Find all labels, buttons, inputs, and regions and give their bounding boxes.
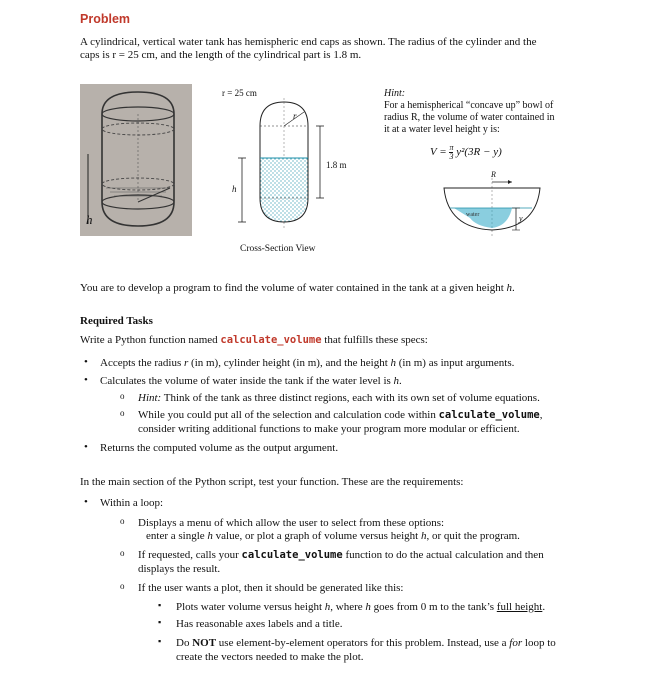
mt1-d: . (542, 601, 546, 613)
hint-title: Hint: (384, 88, 406, 99)
ms1-a: enter a single (146, 530, 208, 542)
bullet-dot: • (84, 374, 88, 386)
required-bullet-1 (100, 357, 514, 370)
cs-length-label: 1.8 m (326, 160, 347, 170)
hint-line-1: For a hemispherical “concave up” bowl of (384, 100, 554, 111)
hint-formula (430, 144, 502, 161)
hint-box (384, 88, 584, 136)
formula-v: V = (430, 146, 450, 159)
mt3-for: for (509, 637, 523, 649)
rb1-h: h (390, 357, 397, 369)
main-tert-3-line-1 (176, 637, 556, 650)
ms1-h: h (207, 530, 213, 542)
rs1-text: Think of the tank as three distinct regions, each with its own set of volume equations. (161, 392, 540, 404)
rb1-b: (in m), cylinder height (in m), and the height (188, 357, 391, 369)
mt1-a: Plots water volume versus height (176, 601, 325, 613)
required-heading: Required Tasks (80, 315, 153, 327)
mt1-b: , where (330, 601, 366, 613)
task-intro-var: h (506, 282, 513, 294)
tank-photo (80, 84, 192, 236)
main-bullet-1: Within a loop: (100, 497, 164, 509)
main-intro: In the main section of the Python script, test your function. These are the requirements: (80, 476, 464, 488)
required-sub-2-line-2: consider writing additional functions to make your program more modular or efficient. (138, 423, 520, 435)
photo-h-label: h (86, 212, 93, 227)
rb2-a: Calculates the volume of water inside the tank if the water level is (100, 375, 394, 387)
mt3-b: use element-by-element operators for this problem. Instead, use a (216, 637, 510, 649)
cross-section-diagram (222, 98, 342, 248)
bowl-water-label: water (466, 212, 480, 218)
ms1-h2: h (420, 530, 427, 542)
mt1-h: h (324, 601, 331, 613)
bowl-diagram (430, 168, 550, 248)
main-tert-3-line-2: create the vectors needed to make the plot. (176, 651, 364, 663)
bullet-square: ▪ (158, 636, 162, 646)
bullet-circle: o (120, 581, 125, 591)
rb2-h: h (393, 375, 400, 387)
hint-line-2: radius R, the volume of water contained in (384, 112, 555, 123)
bullet-circle: o (120, 391, 125, 401)
rb2-b: . (399, 375, 402, 387)
mt1-underline: full height (496, 601, 543, 613)
bullet-dot: • (84, 496, 88, 508)
formula-fraction (449, 144, 453, 161)
rb1-c: (in m) as input arguments. (396, 357, 515, 369)
mt1-c: goes from 0 m to the tank’s (370, 601, 497, 613)
required-func-name: calculate_volume (220, 334, 322, 346)
rb1-r: r (184, 357, 189, 369)
figure-caption: Cross-Section View (240, 244, 316, 254)
mt3-c: loop to (522, 637, 556, 649)
rb1-a: Accepts the radius (100, 357, 184, 369)
ms2-a: If requested, calls your (138, 549, 242, 561)
rs1-hint: Hint: (138, 392, 162, 404)
intro-line-2: caps is r = 25 cm, and the length of the cylindrical part is 1.8 m. (80, 49, 362, 61)
bullet-square: ▪ (158, 600, 162, 610)
bowl-r-label: R (491, 170, 496, 179)
bowl-y-label: y (519, 214, 523, 223)
bullet-dot: • (84, 356, 88, 368)
intro-line-1: A cylindrical, vertical water tank has hemispheric end caps as shown. The radius of the cylinder and the (80, 36, 537, 48)
formula-rest: y²(3R − y) (456, 146, 502, 159)
bullet-circle: o (120, 548, 125, 558)
main-sub-1-line-1: Displays a menu of which allow the user to select from these options: (138, 517, 445, 529)
task-intro (80, 282, 515, 295)
mt3-not: NOT (192, 637, 217, 649)
main-tert-2: Has reasonable axes labels and a title. (176, 618, 343, 630)
bullet-circle: o (120, 516, 125, 526)
ms1-b: value, or plot a graph of volume versus height (212, 530, 421, 542)
mt1-h2: h (365, 601, 371, 613)
main-tert-1 (176, 601, 545, 614)
bullet-circle: o (120, 408, 125, 418)
required-intro-prefix: Write a Python function named (80, 334, 221, 346)
formula-denominator: 3 (449, 152, 454, 161)
ms2-code: calculate_volume (241, 549, 343, 561)
main-sub-1-line-2 (146, 530, 520, 543)
required-sub-2-line-1 (138, 409, 542, 422)
rs2-b: , (539, 409, 543, 421)
ms1-c: , or quit the program. (426, 530, 520, 542)
bullet-square: ▪ (158, 617, 162, 627)
formula-numerator: π (449, 143, 454, 152)
required-bullet-2 (100, 375, 402, 388)
hint-line-3: it at a water level height y is: (384, 124, 500, 135)
ms2-b: function to do the actual calculation and then (342, 549, 544, 561)
required-intro-suffix: that fulfills these specs: (321, 334, 428, 346)
required-bullet-3: Returns the computed volume as the output argument. (100, 442, 339, 454)
task-intro-suffix: . (512, 282, 515, 294)
page-title: Problem (80, 12, 131, 26)
radius-label: r = 25 cm (222, 88, 257, 98)
main-sub-2-line-1 (138, 549, 544, 562)
cs-r-label: r (293, 111, 297, 121)
rs2-a: While you could put all of the selection and calculation code within (138, 409, 439, 421)
main-sub-3: If the user wants a plot, then it should be generated like this: (138, 582, 404, 594)
mt3-a: Do (176, 637, 193, 649)
cs-h-label: h (232, 184, 237, 194)
task-intro-prefix: You are to develop a program to find the volume of water contained in the tank at a given height (80, 282, 507, 294)
bullet-dot: • (84, 441, 88, 453)
main-sub-2-line-2: displays the result. (138, 563, 221, 575)
required-intro (80, 334, 428, 347)
rs2-code: calculate_volume (438, 409, 540, 421)
required-sub-1 (138, 392, 540, 405)
